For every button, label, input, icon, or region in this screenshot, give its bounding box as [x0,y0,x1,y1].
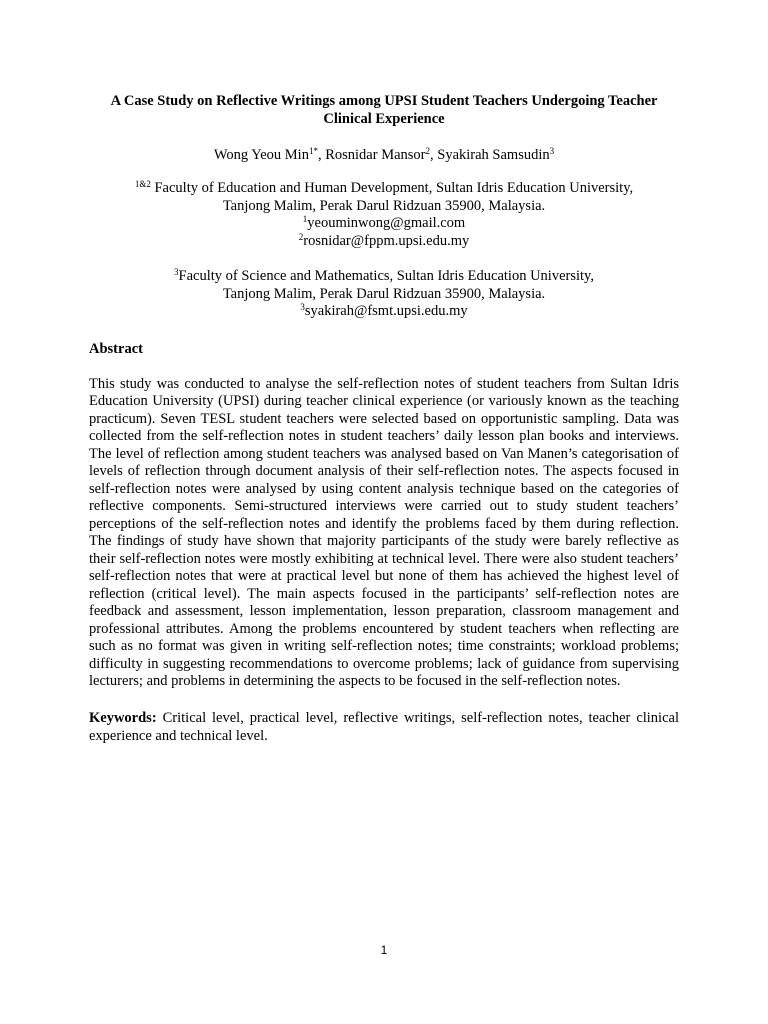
email-superscript: 1 [302,214,308,224]
author-email: syakirah@fsmt.upsi.edu.my [304,303,468,319]
page-number: 1 [380,943,388,957]
keywords-label: Keywords: [89,709,157,726]
affiliation-institution: Faculty of Science and Mathematics, Sultan Idris Education University, [178,268,594,284]
author-separator: , [317,147,326,163]
author-superscript: 1* [308,146,318,156]
affiliation-block-1 [89,180,679,250]
email-superscript: 3 [300,302,305,312]
paper-title: A Case Study on Reflective Writings among UPSI Student Teachers Undergoing Teacher Clinical Experience [110,93,658,127]
author-superscript: 2 [425,146,431,156]
author-name: Rosnidar Mansor [325,147,426,163]
affiliation-email-line [89,215,679,233]
paper-page [89,92,679,745]
keywords-text: Critical level, practical level, reflective writings, self-reflection notes, teacher clinical experience and technical level. [89,709,679,744]
keywords-paragraph [89,709,679,745]
affiliation-block-2 [89,268,679,321]
affiliation-address: Tanjong Malim, Perak Darul Ridzuan 35900, Malaysia. [222,285,546,302]
affiliation-line [89,268,679,286]
affiliation-superscript: 1&2 [134,179,151,189]
author-list [89,146,679,164]
author-name: Wong Yeou Min [213,147,309,163]
affiliation-institution: Faculty of Education and Human Development, Sultan Idris Education University, [150,180,634,196]
author-email: rosnidar@fppm.upsi.edu.my [303,232,470,249]
author-name: Syakirah Samsudin [437,147,550,163]
affiliation-line [89,180,679,198]
abstract-heading: Abstract [89,340,143,357]
abstract-text: This study was conducted to analyse the self-reflection notes of student teachers from Sultan Idris Education University (UPSI) during teacher clinical experience (or variously known as the teaching practicum). Seven TESL student teachers were selected based on opportunistic sampling. Data was collected from the self-reflection notes in student teachers’ daily lesson plan books and interviews. The level of reflection among student teachers was analysed based on Van Manen’s categorisation of levels of reflection through document analysis of their self-reflection notes. The aspects focused in self-reflection notes were analysed by using content analysis technique based on the categories of reflective components. Semi-structured interviews were carried out to study student teachers’ perceptions of the self-reflection notes and identify the problems faced by them during reflection. The findings of study have shown that majority participants of the study were barely reflective as their self-reflection notes were mostly exhibiting at technical level. There were also student teachers’ self-reflection notes that were at practical level but none of them has achieved the highest level of reflection (critical level). The main aspects focused in the participants’ self-reflection notes are feedback and assessment, lesson implementation, lesson preparation, classroom management and professional attributes. Among the problems encountered by student teachers when reflecting are such as no format was given in writing self-reflection notes; time constraints; workload problems; difficulty in suggesting recommendations to overcome problems; lack of guidance from supervising lecturers; and problems in determining the aspects to be focused in the self-reflection notes. [89,375,679,689]
affiliation-superscript: 3 [174,267,179,277]
affiliation-email-line [89,303,679,321]
affiliation-email-line [89,233,679,251]
author-separator: , [430,147,438,163]
author-email: yeouminwong@gmail.com [307,215,466,231]
affiliation-address: Tanjong Malim, Perak Darul Ridzuan 35900, Malaysia. [222,197,546,214]
author-superscript: 3 [549,146,555,156]
email-superscript: 2 [298,231,304,242]
